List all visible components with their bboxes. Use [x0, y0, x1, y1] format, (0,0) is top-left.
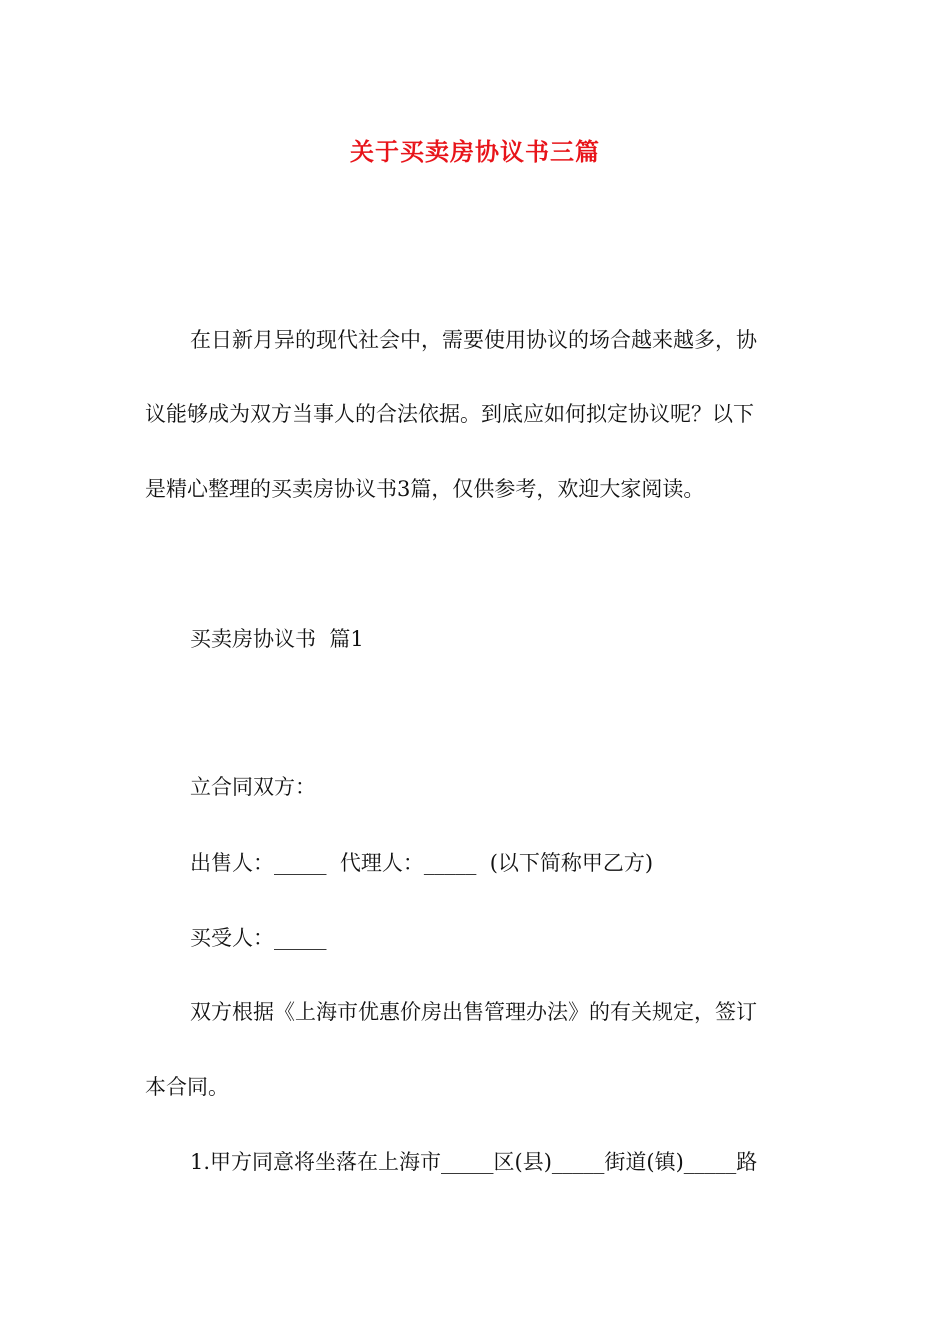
clause-1: 1.甲方同意将坐落在上海市_____区(县)_____街道(镇)_____路 [190, 1150, 758, 1174]
intro-line-1: 在日新月异的现代社会中，需要使用协议的场合越来越多，协 [190, 328, 757, 352]
intro-line-2: 议能够成为双方当事人的合法依据。到底应如何拟定协议呢？以下 [145, 402, 754, 426]
basis-line-1: 双方根据《上海市优惠价房出售管理办法》的有关规定，签订 [190, 1000, 757, 1024]
intro-line-3: 是精心整理的买卖房协议书3篇，仅供参考，欢迎大家阅读。 [145, 477, 705, 501]
document-title: 关于买卖房协议书三篇 [350, 137, 600, 166]
seller-line: 出售人：_____ 代理人：_____ (以下简称甲乙方) [190, 851, 654, 875]
section-heading: 买卖房协议书 篇1 [190, 627, 364, 651]
parties-label: 立合同双方： [190, 775, 316, 799]
buyer-line: 买受人：_____ [190, 926, 327, 950]
basis-line-2: 本合同。 [145, 1075, 229, 1099]
